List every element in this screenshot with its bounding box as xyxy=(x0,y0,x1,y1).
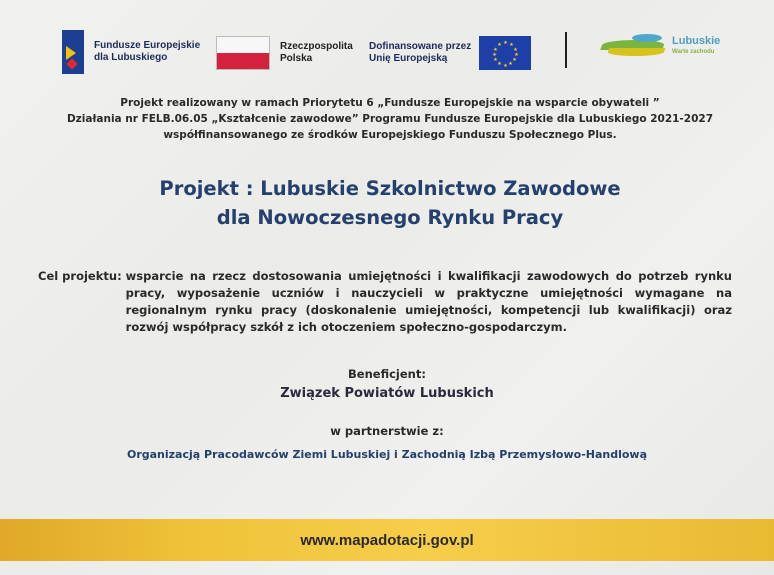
intro-line: Działania nr FELB.06.05 „Kształcenie zawodowe” Programu Fundusze Europejskie dla Lubuskiego 2021-2027 xyxy=(66,113,714,125)
fe-emblem-icon xyxy=(62,30,88,74)
fundusze-europejskie-logo xyxy=(62,30,200,74)
intro-line: Projekt realizowany w ramach Priorytetu 6 „Fundusze Europejskie na wsparcie obywateli ” xyxy=(120,97,660,109)
title-line: Projekt : Lubuskie Szkolnictwo Zawodowe xyxy=(159,177,621,200)
ue-logo-line2: Unię Europejską xyxy=(369,53,448,64)
rzeczpospolita-polska-logo xyxy=(216,36,353,70)
lubuskie-name: Lubuskie xyxy=(672,35,721,47)
beneficiary-label: Beneficjent: xyxy=(348,367,426,381)
pl-logo-line2: Polska xyxy=(280,53,313,64)
lubuskie-emblem-icon xyxy=(602,32,664,62)
partner-names: Organizacją Pracodawców Ziemi Lubuskiej i Zachodnią Izbą Przemysłowo-Handlową xyxy=(126,448,648,461)
goal-label: Cel projektu: xyxy=(38,269,122,283)
fe-logo-line1: Fundusze Europejskie xyxy=(94,40,201,51)
project-goal xyxy=(38,268,732,336)
eu-flag-icon: ★ ★ ★ ★ ★ ★ ★ ★ ★ ★ ★ ★ xyxy=(479,36,531,70)
footer-bar xyxy=(0,519,774,561)
polish-flag-icon xyxy=(216,36,270,70)
logo-divider xyxy=(565,32,567,68)
goal-text: wsparcie na rzecz dostosowania umiejętności i kwalifikacji zawodowych do potrzeb rynku pracy, wyposażenie uczniów i nauczycieli w praktyczne umiejętności wymagane na regionalnym rynku pracy (doskonalenie umiejętności, kompetencji lub kwalifikacji) oraz rozwój współpracy szkół z ich otoczeniem społeczno-gospodarczym. xyxy=(125,269,732,334)
title-line: dla Nowoczesnego Rynku Pracy xyxy=(216,206,564,229)
project-title xyxy=(60,174,720,232)
lubuskie-logo xyxy=(602,32,720,62)
fe-logo-line2: dla Lubuskiego xyxy=(94,52,168,63)
logo-bar xyxy=(0,0,774,100)
beneficiary-name: Związek Powiatów Lubuskich xyxy=(280,386,494,401)
partnership-label: w partnerstwie z: xyxy=(330,424,444,438)
intro-line: współfinansowanego ze środków Europejskiego Funduszu Społecznego Plus. xyxy=(163,129,617,141)
ue-logo-line1: Dofinansowane przez xyxy=(369,41,472,52)
pl-logo-line1: Rzeczpospolita xyxy=(280,41,353,52)
eu-cofinancing-logo xyxy=(369,36,531,70)
lubuskie-tagline: Warte zachodu xyxy=(672,49,715,55)
project-intro xyxy=(60,95,720,143)
footer-url: www.mapadotacji.gov.pl xyxy=(300,531,474,549)
